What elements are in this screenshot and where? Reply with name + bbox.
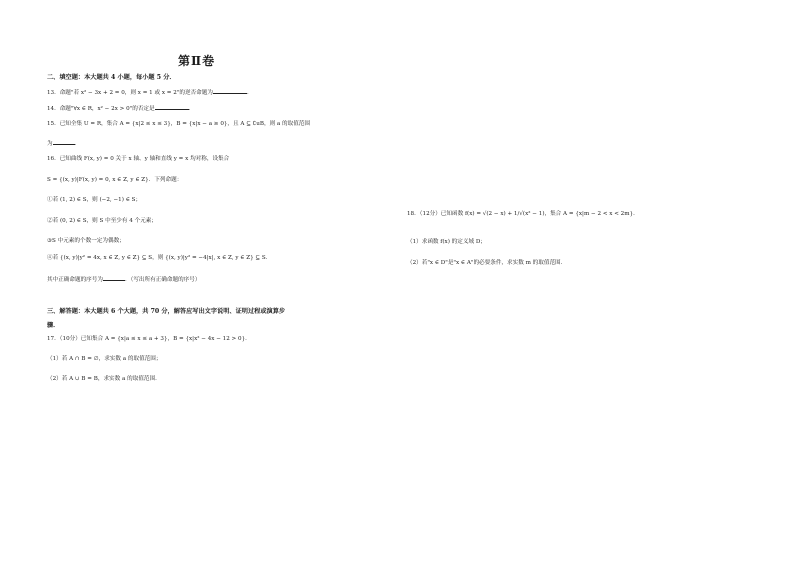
question-16-option-3: ③S 中元素的个数一定为偶数； <box>47 238 125 244</box>
answer-blank-16[interactable] <box>103 275 125 281</box>
question-15-line-1: 15．已知全集 U = R，集合 A = {x|2 ≤ x ≤ 3}，B = {x|x − a ≥ 0}，且 A ⊆ ∁uB，则 a 的取值范围 <box>47 121 310 127</box>
question-14-end: ． <box>188 106 195 112</box>
question-16-option-4: ④若 {(x, y)|y² = 4x, x ∈ Z, y ∈ Z} ⊆ S，则 {(x, y)|y² = −4|x|, x ∈ Z, y ∈ Z} ⊆ S． <box>47 255 272 261</box>
answer-blank-15[interactable] <box>53 139 75 145</box>
question-18-stem: 18．（12分）已知函数 f(x) = √(2 − x) + 1/√(x² − 1)，集合 A = {x|m − 2 < x < 2m}． <box>407 211 639 217</box>
question-18-part-1: （1）求函数 f(x) 的定义域 D； <box>407 239 486 245</box>
question-15-end: ． <box>74 141 81 147</box>
solve-section-heading-line-1: 三、解答题：本大题共 6 个大题，共 70 分，解答应写出文字说明、证明过程或演算步 <box>47 308 286 315</box>
question-13-end: ． <box>246 90 253 96</box>
question-16-line-2: S = {(x, y)|F(x, y) = 0, x ∈ Z, y ∈ Z}．下列命题： <box>47 177 183 183</box>
question-15-line-2 <box>47 139 80 148</box>
fill-section-heading: 二、填空题：本大题共 4 小题，每小题 5 分． <box>47 74 176 81</box>
question-18-part-2: （2）若"x ∈ D"是"x ∈ A"的必要条件，求实数 m 的取值范围． <box>407 260 567 266</box>
question-16-answer-prefix: 其中正确命题的序号为 <box>47 277 103 283</box>
answer-blank-13[interactable] <box>213 88 247 94</box>
solve-section-heading-line-2: 骤． <box>47 322 60 329</box>
answer-blank-14[interactable] <box>155 104 189 110</box>
question-16-line-1: 16．已知曲线 F(x, y) = 0 关于 x 轴、y 轴和直线 y = x 均对称，设集合 <box>47 156 230 162</box>
question-17-part-1: （1）若 A ∩ B = ∅，求实数 a 的取值范围； <box>47 356 162 362</box>
question-14-text: 14．命题"∀x ∈ R，x² − 2x > 0"的否定是 <box>47 106 155 112</box>
question-17-stem: 17．（10分）已知集合 A = {x|a ≤ x ≤ a + 3}，B = {x|x² − 4x − 12 > 0}． <box>47 336 251 342</box>
question-16-option-1: ①若 (1, 2) ∈ S，则 (−2, −1) ∈ S； <box>47 197 142 203</box>
question-14 <box>47 104 194 113</box>
question-13 <box>47 88 253 97</box>
question-16-answer <box>47 275 200 284</box>
question-15-prefix: 为 <box>47 141 53 147</box>
question-17-part-2: （2）若 A ∪ B = B，求实数 a 的取值范围． <box>47 376 161 382</box>
page-title: 第Ⅱ卷 <box>178 54 216 68</box>
question-16-option-2: ②若 (0, 2) ∈ S，则 S 中至少有 4 个元素； <box>47 218 157 224</box>
question-16-answer-suffix: ．（写出所有正确命题的序号） <box>124 277 201 283</box>
question-13-text: 13．命题"若 x² − 3x + 2 = 0，则 x = 1 或 x = 2"的逆否命题为 <box>47 90 213 96</box>
